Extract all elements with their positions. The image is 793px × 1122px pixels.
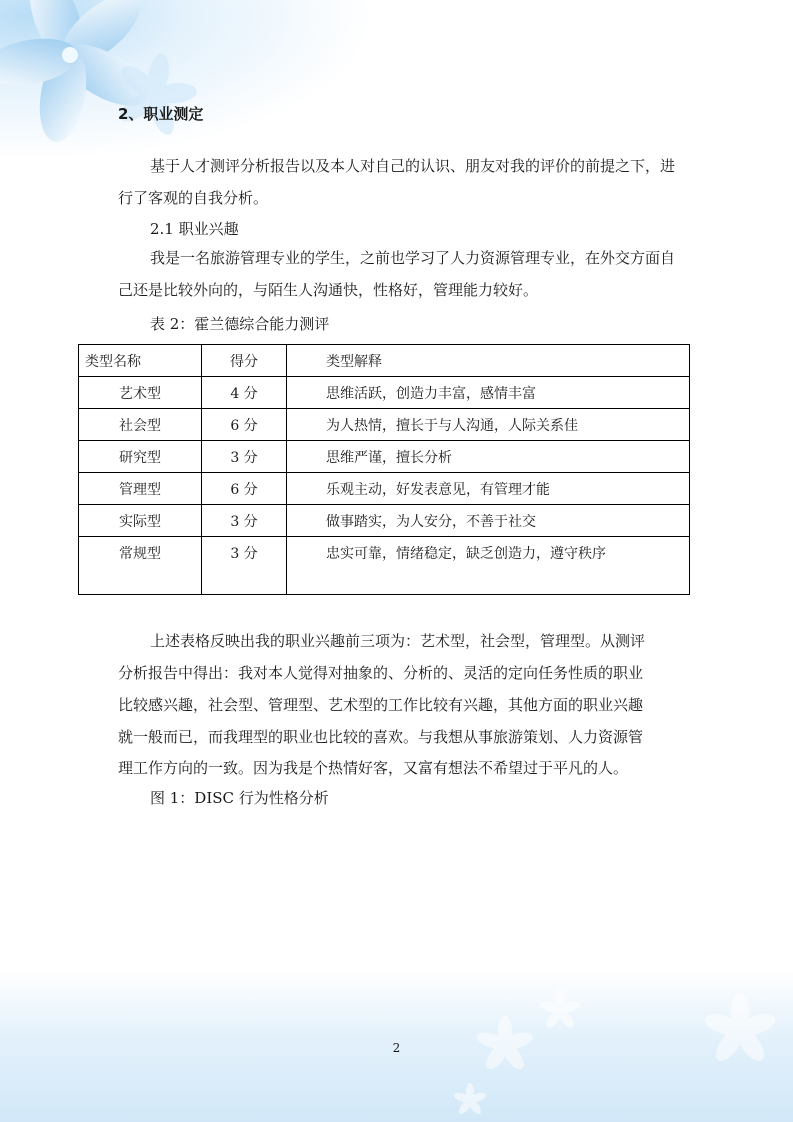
page-number: 2: [392, 1041, 401, 1055]
section-heading: 2、职业测定: [118, 105, 204, 123]
sub-heading: 2.1 职业兴趣: [150, 220, 239, 238]
type-name-cell: 艺术型: [79, 377, 202, 409]
analysis-line-4: 就一般而已，而我理型的职业也比较的喜欢。与我想从事旅游策划、人力资源管: [118, 728, 644, 746]
header-score: 得分: [202, 345, 287, 377]
table-header-row: [79, 345, 690, 377]
score-cell: 6 分: [202, 409, 287, 441]
analysis-line-2: 分析报告中得出：我对本人觉得对抽象的、分析的、灵活的定向任务性质的职业: [118, 664, 644, 682]
type-name-cell: 常规型: [79, 537, 202, 595]
analysis-line-3: 比较感兴趣，社会型、管理型、艺术型的工作比较有兴趣，其他方面的职业兴趣: [118, 696, 644, 714]
score-cell: 3 分: [202, 505, 287, 537]
self-description-paragraph: 我是一名旅游管理专业的学生，之前也学习了人力资源管理专业，在外交方面自己还是比较外向的，与陌生人沟通快，性格好，管理能力较好。: [118, 249, 676, 299]
figure-caption: 图 1：DISC 行为性格分析: [150, 789, 329, 807]
table-row: [79, 409, 690, 441]
table-row: [79, 377, 690, 409]
table-row: [79, 441, 690, 473]
explanation-cell: 忠实可靠，情绪稳定，缺乏创造力，遵守秩序: [287, 537, 690, 595]
analysis-line-5: 理工作方向的一致。因为我是个热情好客，又富有想法不希望过于平凡的人。: [118, 759, 629, 777]
holland-ability-table: [78, 344, 690, 595]
type-name-cell: 实际型: [79, 505, 202, 537]
type-name-cell: 社会型: [79, 409, 202, 441]
explanation-cell: 乐观主动，好发表意见，有管理才能: [287, 473, 690, 505]
explanation-cell: 思维活跃，创造力丰富，感情丰富: [287, 377, 690, 409]
header-type-explanation: 类型解释: [287, 345, 690, 377]
table-row: [79, 505, 690, 537]
table-caption: 表 2：霍兰德综合能力测评: [150, 315, 330, 333]
intro-paragraph: 基于人才测评分析报告以及本人对自己的认识、朋友对我的评价的前提之下，进行了客观的自我分析。: [118, 157, 676, 207]
score-cell: 3 分: [202, 537, 287, 595]
explanation-cell: 为人热情，擅长于与人沟通，人际关系佳: [287, 409, 690, 441]
score-cell: 4 分: [202, 377, 287, 409]
analysis-line-1: 上述表格反映出我的职业兴趣前三项为：艺术型，社会型，管理型。从测评: [150, 632, 646, 650]
table-row: [79, 473, 690, 505]
type-name-cell: 研究型: [79, 441, 202, 473]
explanation-cell: 做事踏实，为人安分，不善于社交: [287, 505, 690, 537]
score-cell: 3 分: [202, 441, 287, 473]
type-name-cell: 管理型: [79, 473, 202, 505]
table-row: [79, 537, 690, 595]
score-cell: 6 分: [202, 473, 287, 505]
header-type-name: 类型名称: [79, 345, 202, 377]
explanation-cell: 思维严谨，擅长分析: [287, 441, 690, 473]
